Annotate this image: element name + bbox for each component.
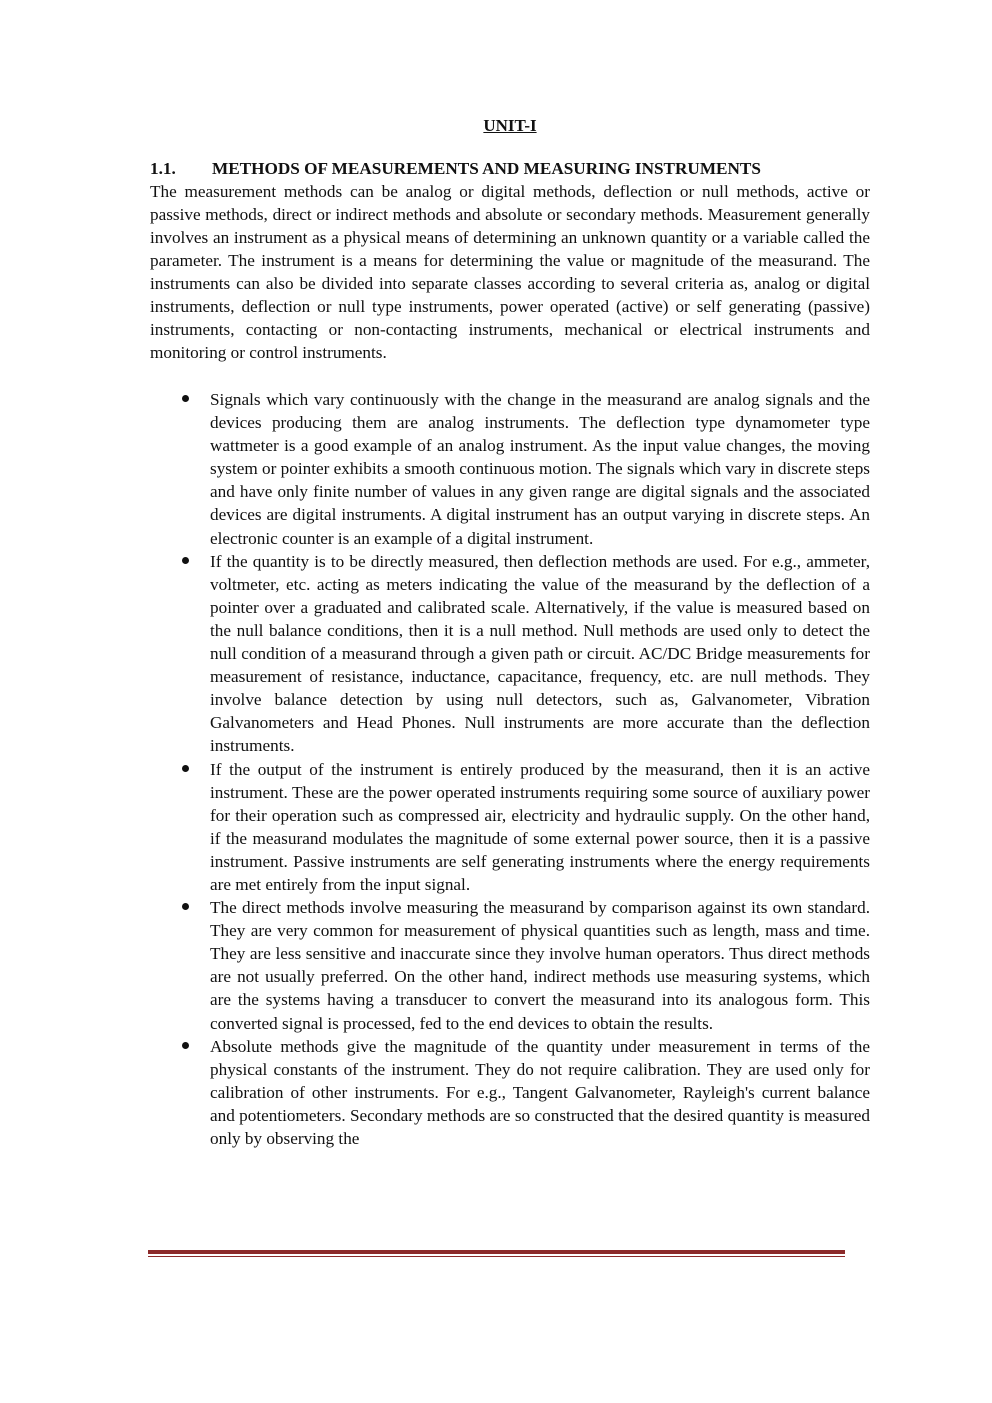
bullet-direct-indirect (150, 896, 870, 1035)
section-heading (150, 157, 870, 180)
bullet-icon (182, 903, 189, 910)
bullet-deflection-null (150, 550, 870, 758)
bullet-analog-digital (150, 388, 870, 550)
bullet-icon (182, 765, 189, 772)
footer-rule-thick (148, 1250, 845, 1254)
footer-rule-thin (148, 1256, 845, 1257)
bullet-icon (182, 395, 189, 402)
bullet-list (150, 388, 870, 1150)
unit-title: UNIT-I (483, 116, 537, 135)
bullet-text: Absolute methods give the magnitude of the quantity under measurement in terms of the physical constants of the instrument. They do not require calibration. They are used only for calibration of other instruments. For e.g., Tangent Galvanometer, Rayleigh's current balance and potentiometers. Secondary methods are so constructed that the desired quantity is measured only by observing the (210, 1036, 870, 1148)
bullet-icon (182, 557, 189, 564)
bullet-absolute-secondary (150, 1035, 870, 1150)
bullet-text: The direct methods involve measuring the measurand by comparison against its own standard. They are very common for measurement of physical quantities such as length, mass and time. They are less sensitive and inaccurate since they involve human operators. Thus direct methods are not usually preferred. On the other hand, indirect methods use measuring systems, which are the systems having a transducer to convert the measurand into its analogous form. This converted signal is processed, fed to the end devices to obtain the results. (210, 898, 870, 1033)
bullet-text: Signals which vary continuously with the change in the measurand are analog signals and the devices producing them are analog instruments. The deflection type dynamometer type wattmeter is a good example of an analog instrument. As the input value changes, the moving system or pointer exhibits a smooth continuous motion. The signals which vary in discrete steps and have only finite number of values in any given range are digital signals and the associated devices are digital instruments. A digital instrument has an output varying in discrete steps. An electronic counter is an example of a digital instrument. (210, 390, 870, 548)
section-number: 1.1. (150, 159, 176, 178)
bullet-text: If the quantity is to be directly measured, then deflection methods are used. For e.g., ammeter, voltmeter, etc. acting as meters indicating the value of the measurand by the deflection of a pointer over a graduated and calibrated scale. Alternatively, if the value is measured based on the null balance conditions, then it is a null method. Null methods are used only to detect the null condition of a measurand through a given path or circuit. AC/DC Bridge measurements for measurement of resistance, inductance, capacitance, frequency, etc. are null methods. They involve balance detection by using null detectors, such as, Galvanometer, Vibration Galvanometers and Head Phones. Null instruments are more accurate than the deflection instruments. (210, 551, 870, 756)
section-title: METHODS OF MEASUREMENTS AND MEASURING INSTRUMENTS (212, 159, 761, 178)
bullet-text: If the output of the instrument is entirely produced by the measurand, then it is an active instrument. These are the power operated instruments requiring some source of auxiliary power for their operation such as compressed air, electricity and hydraulic supply. On the other hand, if the measurand modulates the magnitude of some external power source, then it is a passive instrument. Passive instruments are self generating instruments where the energy requirements are met entirely from the input signal. (210, 759, 870, 894)
footer-rule (148, 1250, 845, 1257)
intro-paragraph: The measurement methods can be analog or digital methods, deflection or null methods, active or passive methods, direct or indirect methods and absolute or secondary methods. Measurement generally involves an instrument as a physical means of determining an unknown quantity or a variable called the parameter. The instrument is a means for determining the value or magnitude of the measurand. The instruments can also be divided into separate classes according to several criteria as, analog or digital instruments, deflection or null type instruments, power operated (active) or self generating (passive) instruments, contacting or non-contacting instruments, mechanical or electrical instruments and monitoring or control instruments. (150, 182, 870, 362)
bullet-active-passive (150, 758, 870, 897)
bullet-icon (182, 1042, 189, 1049)
